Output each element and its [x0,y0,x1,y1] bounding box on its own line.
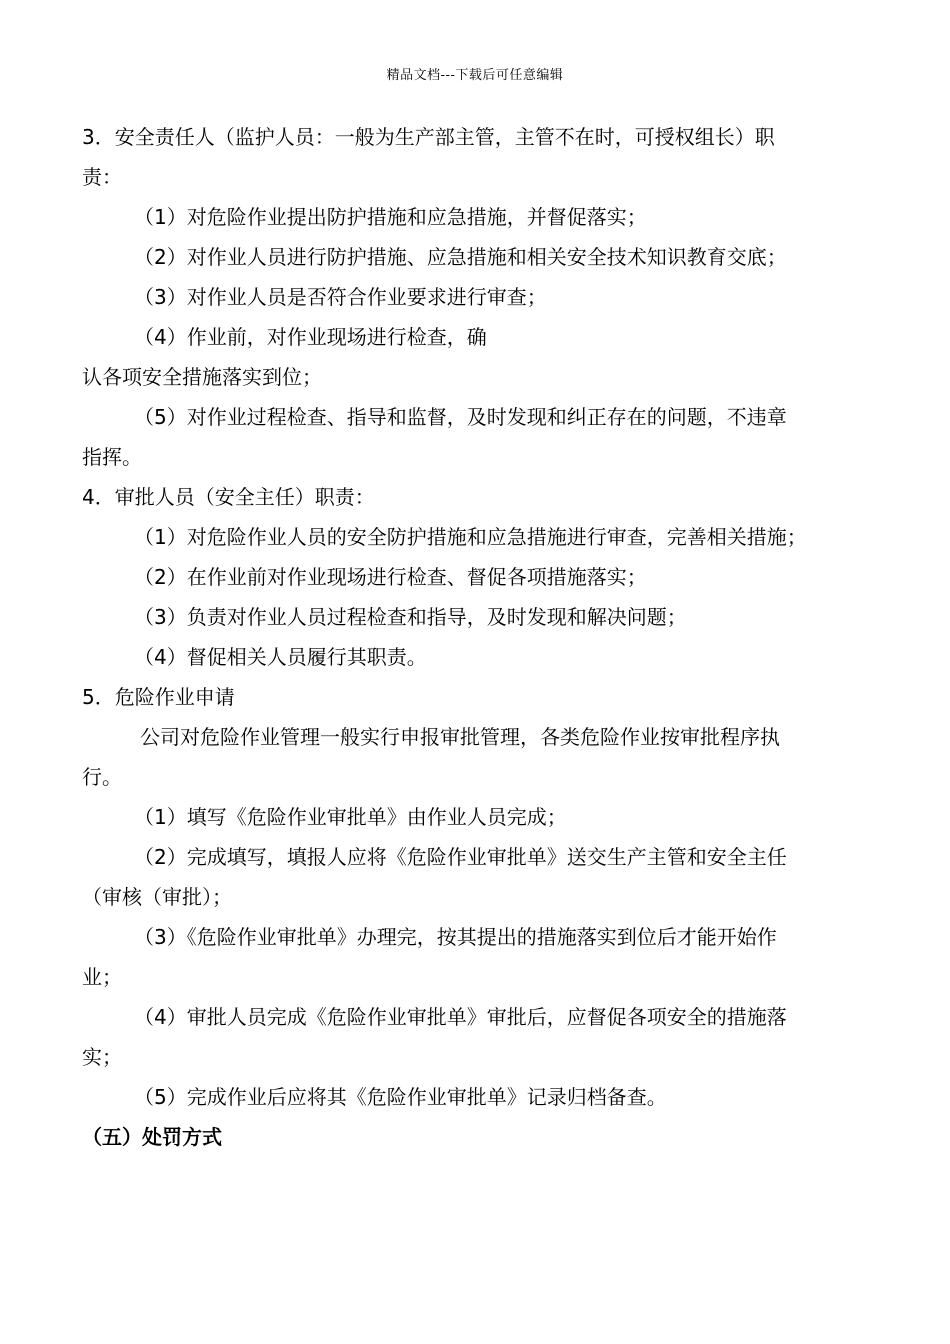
text-line: （2）对作业人员进行防护措施、应急措施和相关安全技术知识教育交底； [134,245,787,269]
text-line: （1）对危险作业提出防护措施和应急措施，并督促落实； [134,205,647,229]
text-line: （3）对作业人员是否符合作业要求进行审查； [134,285,547,309]
text-line: 4．审批人员（安全主任）职责： [82,485,375,509]
text-line: 行。 [82,765,122,789]
text-line: 公司对危险作业管理一般实行申报审批管理，各类危险作业按审批程序执 [140,725,780,749]
text-line: 5．危险作业申请 [82,685,235,709]
text-line: （2）在作业前对作业现场进行检查、督促各项措施落实； [134,565,647,589]
text-line: （1）填写《危险作业审批单》由作业人员完成； [134,805,567,829]
page-header: 精品文档---下载后可任意编辑 [386,68,564,83]
text-line: （4）督促相关人员履行其职责。 [134,645,427,669]
text-line: （5）完成作业后应将其《危险作业审批单》记录归档备查。 [134,1085,667,1109]
text-line: （3）负责对作业人员过程检查和指导，及时发现和解决问题； [134,605,687,629]
text-line: （5）对作业过程检查、指导和监督，及时发现和纠正存在的问题，不违章 [134,405,787,429]
text-line: （审核（审批）； [82,885,232,909]
text-line: 指挥。 [82,445,142,469]
text-line: 业； [82,965,122,989]
document-body [82,117,872,1157]
text-line: 认各项安全措施落实到位； [82,365,322,389]
text-line: 3．安全责任人（监护人员：一般为生产部主管，主管不在时，可授权组长）职 [82,125,775,149]
text-line: （1）对危险作业人员的安全防护措施和应急措施进行审查，完善相关措施； [134,525,807,549]
text-line: （4）审批人员完成《危险作业审批单》审批后，应督促各项安全的措施落 [134,1005,787,1029]
text-line: 责： [82,165,122,189]
text-line: （2）完成填写，填报人应将《危险作业审批单》送交生产主管和安全主任 [134,845,787,869]
text-line: （4）作业前，对作业现场进行检查，确 [134,325,487,349]
text-line: 实； [82,1045,122,1069]
text-line: （3）《危险作业审批单》办理完，按其提出的措施落实到位后才能开始作 [134,925,777,949]
section-heading: （五）处罚方式 [82,1125,222,1149]
